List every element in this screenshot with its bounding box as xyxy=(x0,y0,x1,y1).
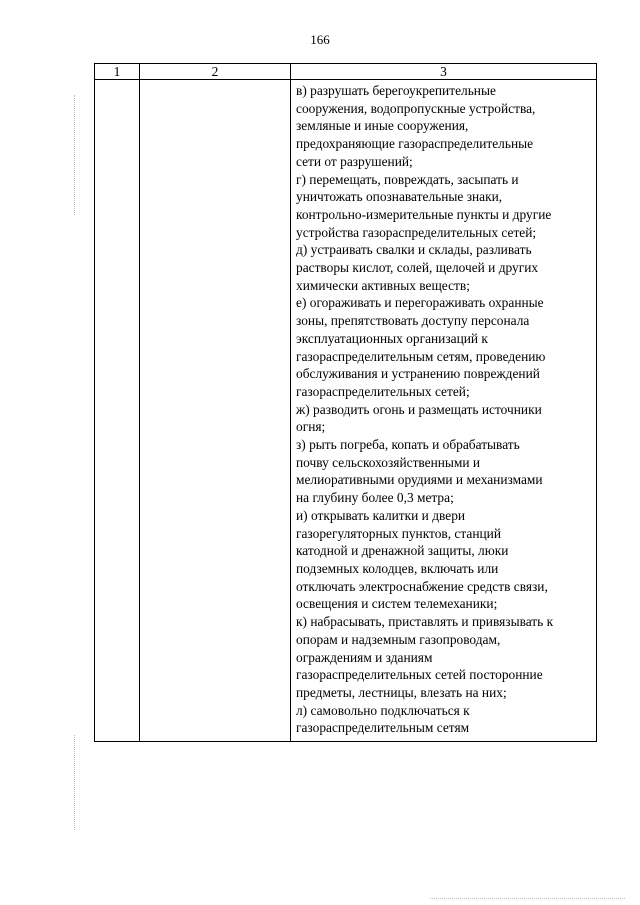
text-line: к) набрасывать, приставлять и привязывать к xyxy=(296,614,554,630)
column-header-3: 3 xyxy=(291,64,597,80)
scan-margin-dots-lower xyxy=(74,735,76,830)
text-line: газораспределительных сетей посторонние xyxy=(296,667,543,683)
text-line: сооружения, водопропускные устройства, xyxy=(296,100,536,116)
table-cell-column-3 xyxy=(291,80,597,742)
text-line: отключать электроснабжение средств связи, xyxy=(296,578,548,594)
text-line: почву сельскохозяйственными и xyxy=(296,454,481,470)
text-line: зоны, препятствовать доступу персонала xyxy=(296,313,530,329)
text-line: мелиоративными орудиями и механизмами xyxy=(296,472,543,488)
table-cell-column-2 xyxy=(140,80,291,742)
text-line: е) огораживать и перегораживать охранные xyxy=(296,295,544,311)
column-header-2: 2 xyxy=(140,64,291,80)
text-line: контрольно-измерительные пункты и другие xyxy=(296,206,552,222)
text-line: ограждениям и зданиям xyxy=(296,649,433,665)
text-line: з) рыть погреба, копать и обрабатывать xyxy=(296,437,520,453)
text-line: устройства газораспределительных сетей; xyxy=(296,224,537,240)
text-line: освещения и систем телемеханики; xyxy=(296,596,498,612)
text-line: на глубину более 0,3 метра; xyxy=(296,490,454,506)
table-cell-column-1 xyxy=(95,80,140,742)
table-header-row xyxy=(95,64,597,80)
text-line: эксплуатационных организаций к xyxy=(296,330,488,346)
text-line: химически активных веществ; xyxy=(296,277,470,293)
text-line: сети от разрушений; xyxy=(296,153,413,169)
text-line: в) разрушать берегоукрепительные xyxy=(296,83,496,98)
text-line: г) перемещать, повреждать, засыпать и xyxy=(296,171,519,187)
text-line: огня; xyxy=(296,419,326,435)
text-line: предохраняющие газораспределительные xyxy=(296,136,534,152)
text-line: катодной и дренажной защиты, люки xyxy=(296,543,509,559)
text-line: предметы, лестницы, влезать на них; xyxy=(296,684,507,700)
text-line: опорам и надземным газопроводам, xyxy=(296,631,501,647)
page-number: 166 xyxy=(310,32,330,47)
text-line: газораспределительных сетей; xyxy=(296,383,470,399)
text-line: д) устраивать свалки и склады, разливать xyxy=(296,242,532,258)
text-line: и) открывать калитки и двери xyxy=(296,507,466,523)
document-table xyxy=(94,63,597,742)
column-header-1: 1 xyxy=(95,64,140,80)
text-line: газораспределительным сетям xyxy=(296,720,470,736)
text-line: земляные и иные сооружения, xyxy=(296,118,469,134)
prohibitions-text xyxy=(291,80,596,741)
text-line: подземных колодцев, включать или xyxy=(296,560,499,576)
scan-footer-dots xyxy=(430,898,625,899)
text-line: газораспределительным сетям, проведению xyxy=(296,348,546,364)
text-line: ж) разводить огонь и размещать источники xyxy=(296,401,542,417)
table-row xyxy=(95,80,597,742)
text-line: растворы кислот, солей, щелочей и других xyxy=(296,260,539,276)
text-line: газорегуляторных пунктов, станций xyxy=(296,525,502,541)
text-line: л) самовольно подключаться к xyxy=(296,702,470,718)
text-line: обслуживания и устранению повреждений xyxy=(296,366,540,382)
scan-margin-dots-upper xyxy=(74,95,76,215)
text-line: уничтожать опознавательные знаки, xyxy=(296,189,503,205)
